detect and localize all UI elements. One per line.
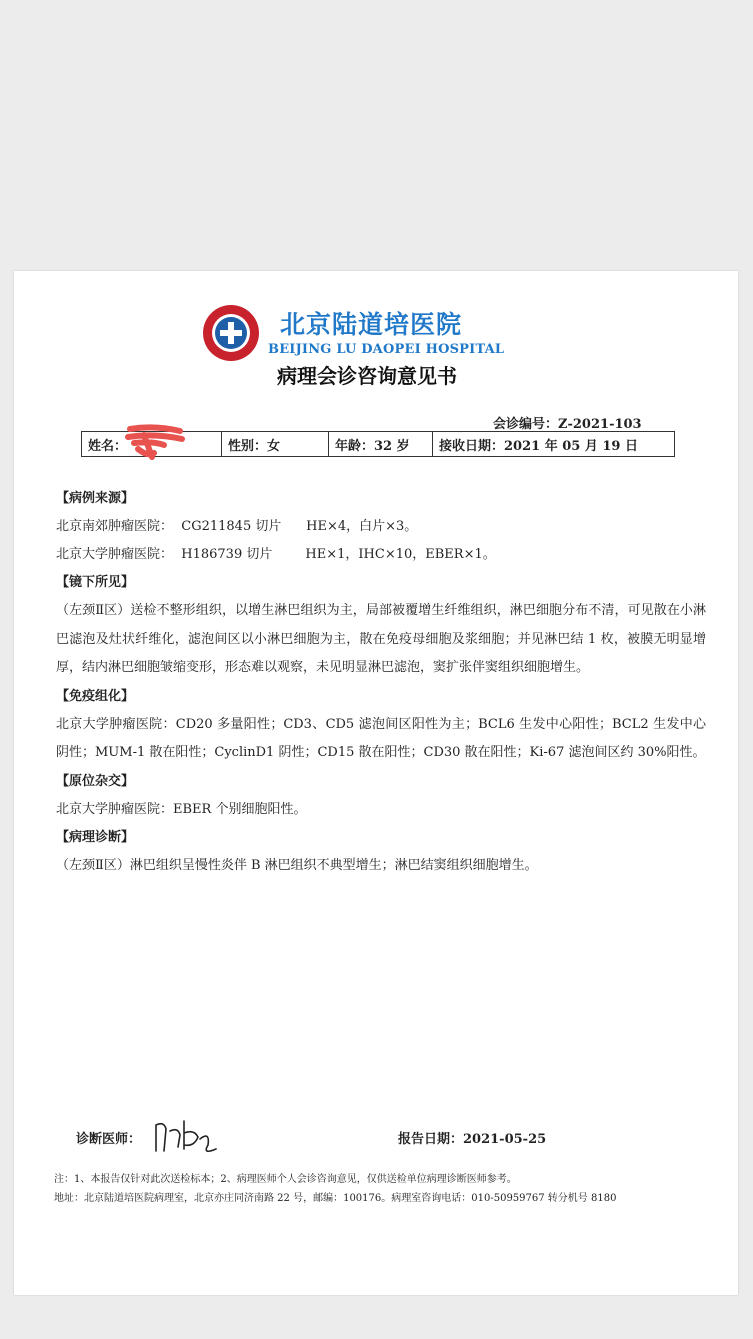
report-date: 报告日期：2021-05-25 bbox=[398, 1132, 547, 1147]
section-heading-ish: 【原位杂交】 bbox=[56, 773, 135, 789]
ish-text: 北京大学肿瘤医院：EBER 个别细胞阳性。 bbox=[56, 801, 307, 817]
hospital-name-en: BEIJING LU DAOPEI HOSPITAL bbox=[268, 342, 505, 357]
hospital-logo bbox=[202, 304, 260, 362]
patient-name-cell: 姓名： bbox=[82, 432, 222, 456]
section-heading-diagnosis: 【病理诊断】 bbox=[56, 830, 135, 845]
hospital-name-cn: 北京陆道培医院 bbox=[280, 310, 463, 339]
patient-gender-cell: 性别：女 bbox=[222, 432, 329, 456]
section-heading-ihc: 【免疫组化】 bbox=[56, 688, 135, 704]
doctor-label: 诊断医师： bbox=[76, 1132, 142, 1147]
diagnosis-text: （左颈Ⅱ区）淋巴组织呈慢性炎伴 B 淋巴组织不典型增生；淋巴结窦组织细胞增生。 bbox=[56, 858, 538, 873]
receive-date-cell: 接收日期：2021 年 05 月 19 日 bbox=[439, 438, 638, 454]
section-heading-source: 【病例来源】 bbox=[56, 491, 135, 506]
section-heading-microscopy: 【镜下所见】 bbox=[56, 575, 135, 590]
address-line: 地址：北京陆道培医院病理室，北京亦庄同济南路 22 号，邮编：100176。病理室咨询电话：010-50959767 转分机号 8180 bbox=[54, 1193, 617, 1204]
patient-age-cell: 年龄：32 岁 bbox=[329, 432, 433, 456]
document-title: 病理会诊咨询意见书 bbox=[277, 364, 457, 388]
report-page bbox=[14, 271, 738, 1295]
source-line: 北京大学肿瘤医院： H186739 切片 HE×1，IHC×10，EBER×1。 bbox=[56, 547, 496, 562]
report-body bbox=[56, 485, 706, 881]
consult-number: 会诊编号：Z-2021-103 bbox=[493, 417, 642, 432]
source-line: 北京南郊肿瘤医院： CG211845 切片 HE×4，白片×3。 bbox=[56, 519, 418, 534]
microscopy-text: （左颈Ⅱ区）送检不整形组织，以增生淋巴组织为主，局部被覆增生纤维组织，淋巴细胞分布不清，可见散在小淋巴滤泡及灶状纤维化，滤泡间区以小淋巴细胞为主，散在免疫母细胞及浆细胞；并见淋巴结 1 枚，被膜无明显增厚，结内淋巴细胞皱缩变形，形态难以观察，未见明显淋巴滤泡，窦扩张伴窦组织细胞增生。 bbox=[56, 603, 706, 675]
name-redaction-scribble bbox=[124, 423, 186, 461]
doctor-signature bbox=[150, 1111, 220, 1161]
footnote: 注：1、本报告仅针对此次送检标本；2、病理医师个人会诊咨询意见，仅供送检单位病理诊断医师参考。 bbox=[54, 1174, 517, 1185]
ihc-text: 北京大学肿瘤医院：CD20 多量阳性；CD3、CD5 滤泡间区阳性为主；BCL6 生发中心阳性；BCL2 生发中心阴性；MUM-1 散在阳性；CyclinD1 阴性；CD15 散在阳性；CD30 散在阳性；Ki-67 滤泡间区约 30%阳性。 bbox=[56, 716, 706, 760]
